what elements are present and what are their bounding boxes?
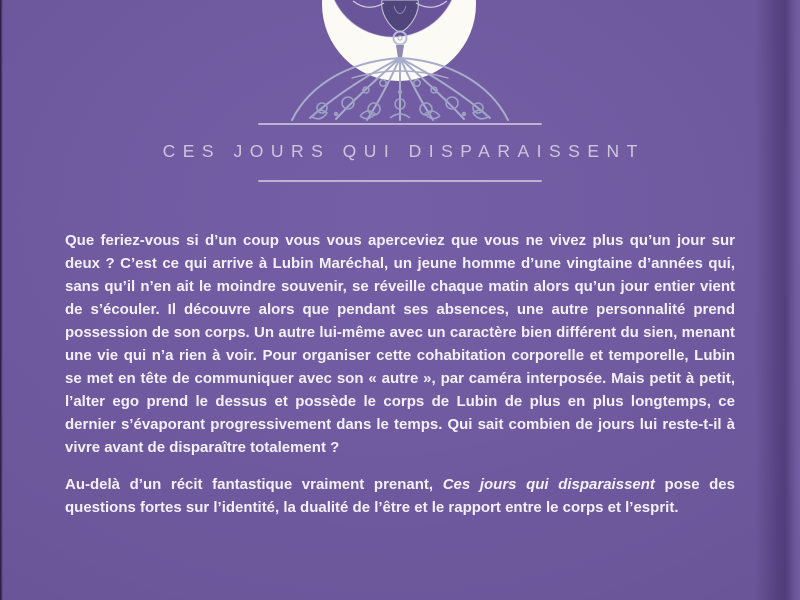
book-title: CES JOURS QUI DISPARAISSENT xyxy=(162,141,645,161)
synopsis xyxy=(65,229,735,519)
synopsis-p2-after: pose des questions fortes sur l’identité, la dualité de l’être et le rapport entre le corps et l’esprit. xyxy=(65,476,735,516)
title-block xyxy=(0,0,800,182)
synopsis-p2-before: Au-delà d’un récit fantastique vraiment prenant, xyxy=(65,476,443,493)
synopsis-paragraph-2 xyxy=(65,473,735,519)
synopsis-paragraph-1: Que feriez-vous si d’un coup vous vous aperceviez que vous ne vivez plus qu’un jour sur deux ? C’est ce qui arrive à Lubin Maréchal, un jeune homme d’une vingtaine d’années qui, sans qu’il n’en ait le moindre souvenir, se réveille chaque matin alors qu’un jour entier vient de s’écouler. Il découvre alors que pendant ses absences, une autre personnalité prend possession de son corps. Un autre lui-même avec un caractère bien différent du sien, menant une vie qui n’a rien à voir. Pour organiser cette cohabitation corporelle et temporelle, Lubin se met en tête de communiquer avec son « autre », par caméra interposée. Mais petit à petit, l’alter ego prend le dessus et possède le corps de Lubin de plus en plus longtemps, ce dernier s’évaporant progressivement dans le temps. Qui sait combien de jours lui reste-t-il à vivre avant de disparaître totalement ? xyxy=(65,232,735,456)
book-title-italic: Ces jours qui disparaissent xyxy=(442,476,655,493)
title-divider-bottom xyxy=(258,180,542,182)
title-divider-top xyxy=(258,123,542,125)
